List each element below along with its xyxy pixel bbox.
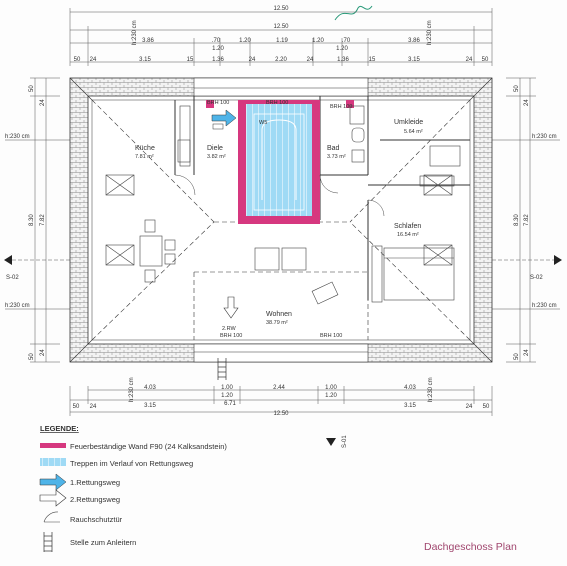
h230-vert-top-right: h:230 cm: [427, 20, 433, 45]
h230-vert-top-left: h:230 cm: [132, 20, 138, 45]
dim-top-row4-5: 3.15: [408, 57, 420, 63]
room-name-diele: Diele: [207, 145, 223, 152]
dim-bottom-end-1: 50: [72, 404, 80, 410]
w5-label: W5: [259, 120, 268, 126]
dim-right-1: 50: [514, 85, 520, 92]
dim-bottom-row2-3: 3.15: [404, 403, 416, 409]
section-marker-left: [4, 255, 70, 265]
dim-bottom-row1b-2: 1.20: [325, 393, 337, 399]
room-area-wohnen: 38.79 m²: [266, 320, 288, 326]
dim-top-row3-6: .70: [341, 38, 351, 44]
section-marker-right: [492, 255, 562, 265]
dim-top-end-2: 24: [89, 57, 97, 63]
dim-top-row3-3: 1.20: [239, 38, 251, 44]
section-label-bottom: S-01: [342, 435, 348, 448]
dim-top-row3-5: 1.20: [312, 38, 324, 44]
dim-top-end-3: 15: [186, 57, 194, 63]
brh-label-bottom-right: BRH 100: [320, 333, 343, 339]
dim-top-row4-3: 2.20: [275, 57, 287, 63]
room-area-diele: 3.82 m²: [207, 154, 226, 160]
section-label-right: S-02: [530, 275, 543, 281]
dim-top-end-1: 50: [73, 57, 81, 63]
dim-bottom-end-4: 50: [482, 404, 490, 410]
room-area-schlafen: 16.54 m²: [397, 232, 419, 238]
h230-right-bottom: h:230 cm: [532, 303, 557, 309]
room-name-wohnen: Wohnen: [266, 311, 292, 318]
dim-top-overall-1: 12.50: [273, 6, 289, 12]
dim-right-3: 8.30: [514, 214, 520, 226]
room-area-kueche: 7.81 m²: [135, 154, 154, 160]
dim-right-4: 7.82: [524, 214, 530, 226]
dim-bottom-row1b-1: 1.20: [221, 393, 233, 399]
dim-left-5: 24: [40, 349, 46, 356]
room-name-schlafen: Schlafen: [394, 223, 422, 230]
signature-scribble: [335, 6, 372, 20]
dim-left-6: 50: [29, 353, 35, 360]
room-name-umkleide: Umkleide: [394, 119, 424, 126]
dim-top-row3-4: 1.19: [276, 38, 288, 44]
h230-vert-bottom-right: h:230 cm: [428, 377, 434, 402]
dim-top-end-4: 24: [248, 57, 256, 63]
legend-item-6: Stelle zum Anleitern: [70, 538, 137, 547]
plan-title: Dachgeschoss Plan: [424, 541, 517, 553]
dim-bottom-row1-3: 2.44: [273, 385, 285, 391]
dim-right-5: 24: [524, 349, 530, 356]
legend-fire-wall-swatch: [40, 443, 66, 448]
dim-bottom-row1-4: 1.00: [325, 385, 337, 391]
dim-bottom-row1-5: 4.03: [404, 385, 416, 391]
legend-item-5: Rauchschutztür: [70, 515, 123, 524]
legend-ladder-icon: [44, 532, 52, 552]
legend-item-2: Treppen im Verlauf von Rettungsweg: [70, 459, 194, 468]
dim-right-6: 50: [514, 353, 520, 360]
dim-top-row3-2: .70: [211, 38, 221, 44]
section-marker-bottom: [326, 438, 336, 446]
legend-item-1: Feuerbeständige Wand F90 (24 Kalksandstein): [70, 442, 227, 451]
blue-arrow-icon: [40, 474, 66, 490]
room-area-bad: 3.73 m²: [327, 154, 346, 160]
brh-label-left: BRH 100: [207, 100, 230, 106]
room-area-umkleide: 5.64 m²: [404, 129, 423, 135]
dim-top-end-5: 24: [306, 57, 314, 63]
room-name-kueche: Küche: [135, 145, 155, 152]
dim-right-2: 24: [524, 99, 530, 106]
dim-bottom-row1-2: 1.00: [221, 385, 233, 391]
dim-bottom-end-3: 24: [465, 404, 473, 410]
dim-bottom-overall: 12.50: [273, 411, 289, 417]
dim-top-row3b-2: 1.20: [336, 46, 348, 52]
legend-item-3: 1.Rettungsweg: [70, 478, 121, 487]
dim-top-end-6: 15: [368, 57, 376, 63]
dim-left-4: 7.82: [40, 214, 46, 226]
dim-bottom-row1-1: 4.03: [144, 385, 156, 391]
brh-label-bottom-left: BRH 100: [220, 333, 243, 339]
dim-top-end-7: 24: [465, 57, 473, 63]
dim-top-row3-7: 3.86: [408, 38, 420, 44]
dim-top-end-8: 50: [481, 57, 489, 63]
legend-heading: LEGENDE:: [40, 424, 79, 433]
h230-right-top: h:230 cm: [532, 134, 557, 140]
brh-label-right: BRH 100: [330, 104, 353, 110]
legend-rescue-stair-swatch: [40, 458, 66, 466]
dim-left-2: 24: [40, 99, 46, 106]
rw2-label: 2.RW: [222, 326, 236, 332]
dim-top-overall-2: 12.50: [273, 24, 289, 30]
dim-top-row3-1: 3.86: [142, 38, 154, 44]
h230-vert-bottom-left: h:230 cm: [129, 377, 135, 402]
dim-top-row4-2: 1.36: [212, 57, 224, 63]
legend-item-4: 2.Rettungsweg: [70, 495, 121, 504]
dim-bottom-row2-2: 6.71: [224, 401, 236, 407]
dim-bottom-row2-1: 3.15: [144, 403, 156, 409]
section-label-left: S-02: [6, 275, 19, 281]
brh-label-center: BRH 100: [266, 100, 289, 106]
h230-left-bottom: h:230 cm: [5, 303, 30, 309]
dim-top-row4-4: 1.36: [337, 57, 349, 63]
dim-left-1: 50: [29, 85, 35, 92]
dim-top-row4-1: 3.15: [139, 57, 151, 63]
h230-left-top: h:230 cm: [5, 134, 30, 140]
white-arrow-icon: [40, 490, 66, 506]
room-name-bad: Bad: [327, 145, 340, 152]
dim-left-3: 8.30: [29, 214, 35, 226]
dim-top-row3b-1: 1.20: [212, 46, 224, 52]
smoke-door-icon: [44, 512, 60, 522]
dim-bottom-end-2: 24: [89, 404, 97, 410]
